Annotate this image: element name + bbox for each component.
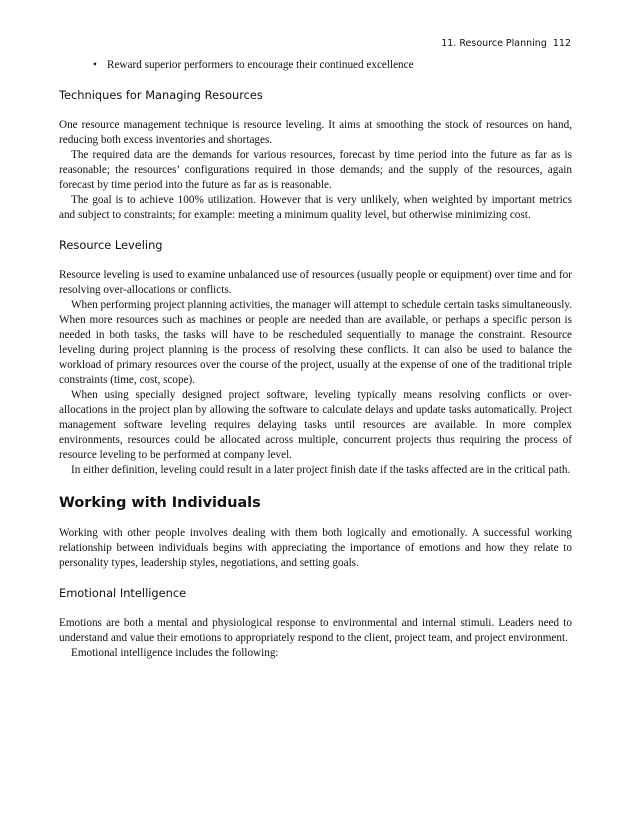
paragraph: Emotions are both a mental and physiological response to environmental and internal stimuli. Leaders need to understand and value their emotions to appropriately respond to the client, project team, and project environment.	[59, 617, 572, 644]
paragraph: Working with other people involves dealing with them both logically and emotionally. A successful working relationship between individuals begins with appreciating the importance of emotions and how they relate to personality types, leadership styles, negotiations, and setting goals.	[59, 527, 572, 569]
paragraph: The required data are the demands for various resources, forecast by time period into the future as far as is reasonable; the resources’ configurations required in those demands; and the supply of the resources, again forecast by time period into the future as far as is reasonable.	[59, 149, 572, 191]
heading-techniques: Techniques for Managing Resources	[59, 88, 263, 102]
paragraph: The goal is to achieve 100% utilization. However that is very unlikely, when weighted by important metrics and subject to constraints; for example: meeting a minimum quality level, but otherwise minimizing cost.	[59, 194, 572, 221]
paragraph: One resource management technique is resource leveling. It aims at smoothing the stock of resources on hand, reducing both excess inventories and shortages.	[59, 119, 572, 146]
body-content	[59, 58, 572, 661]
bullet-text: Reward superior performers to encourage their continued excellence	[107, 59, 414, 71]
paragraph: Emotional intelligence includes the following:	[71, 647, 279, 659]
bullet-glyph: •	[93, 59, 97, 71]
section-heading-individuals: Working with Individuals	[59, 495, 261, 511]
chapter-title: 11. Resource Planning	[441, 38, 547, 49]
paragraph: In either definition, leveling could result in a later project finish date if the tasks affected are in the critical path.	[71, 464, 571, 476]
paragraph: Resource leveling is used to examine unbalanced use of resources (usually people or equipment) over time and for resolving over-allocations or conflicts.	[59, 269, 572, 296]
paragraph: When using specially designed project software, leveling typically means resolving conflicts or over-allocations in the project plan by allowing the software to calculate delays and update tasks automatically. Project management software leveling requires delaying tasks until resources are available. In more complex environments, resources could be allocated across multiple, concurrent projects thus requiring the process of resource leveling to be performed at company level.	[59, 389, 572, 461]
heading-resource-leveling: Resource Leveling	[59, 238, 163, 252]
paragraph: When performing project planning activities, the manager will attempt to schedule certain tasks simultaneously. When more resources such as machines or people are needed than are available, or perhaps a specific person is needed in both tasks, the tasks will have to be rescheduled sequentially to manage the constraint. Resource leveling during project planning is the process of resolving these conflicts. It can also be used to balance the workload of primary resources over the course of the project, usually at the expense of one of the traditional triple constraints (time, cost, scope).	[59, 299, 572, 386]
running-header	[441, 38, 571, 49]
page-number: 112	[552, 38, 571, 49]
bullet-item	[93, 58, 572, 73]
heading-emotional-intelligence: Emotional Intelligence	[59, 586, 187, 600]
